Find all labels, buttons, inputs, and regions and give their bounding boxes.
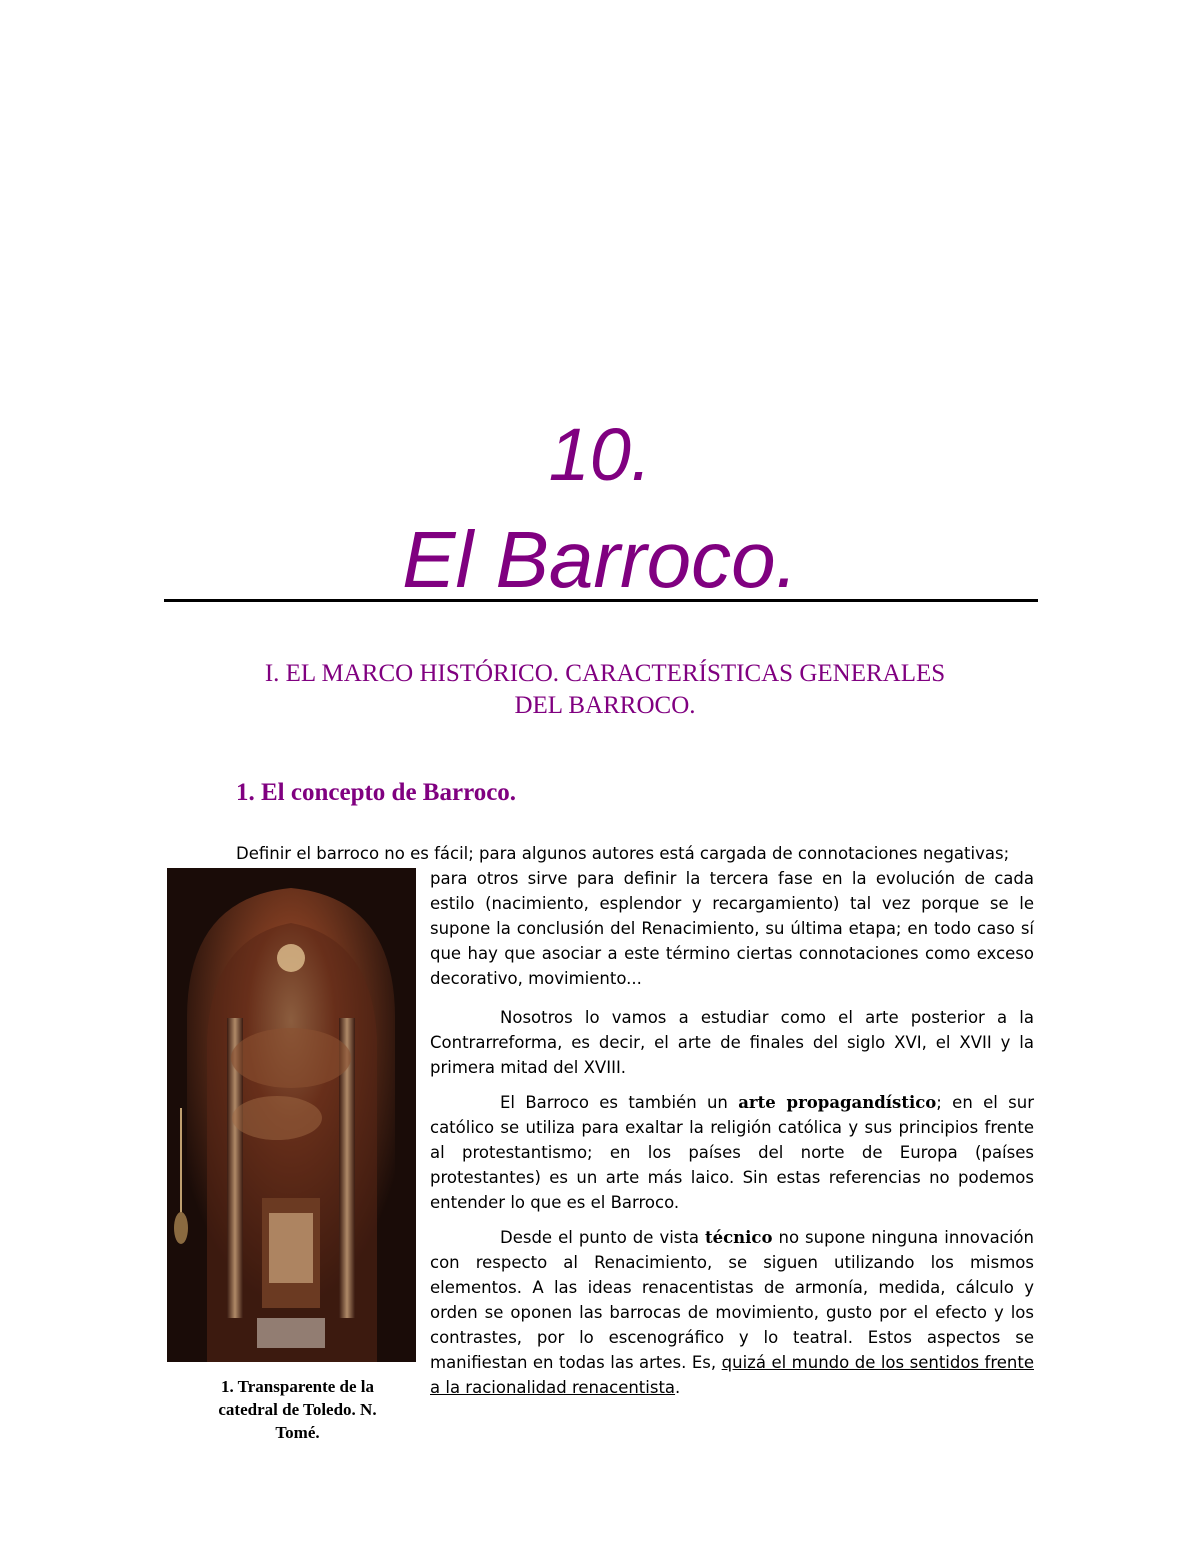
- title-divider: [164, 599, 1038, 602]
- chapter-title: El Barroco.: [402, 515, 798, 604]
- section-heading-line-2: DEL BARROCO.: [514, 692, 696, 719]
- paragraph-1-first-line: Definir el barroco no es fácil; para algunos autores está cargada de connotaciones negativas;: [236, 844, 1010, 863]
- section-heading: [200, 658, 1010, 722]
- chapter-number: 10.: [548, 413, 652, 496]
- subsection-heading: 1. El concepto de Barroco.: [236, 779, 517, 806]
- paragraph-3-end: ; en el sur católico se utiliza para exaltar la religión católica y sus principios frente al protestantismo; en los países del norte de Europa (países protestantes) es un arte más laico. Sin estas referencias no podemos entender lo que es el Barroco.: [430, 1093, 1034, 1212]
- figure-caption-line-1: 1. Transparente de la: [220, 1377, 374, 1396]
- paragraph-4-middle: no supone ninguna innovación con respecto al Renacimiento, se siguen utilizando los mismos elementos. A las ideas renacentistas de armonía, medida, cálculo y orden se oponen las barrocas de movimiento, gusto por el efecto y los contrastes, por lo escenográfico y lo teatral. Estos aspectos se manifiestan en todas las artes. Es,: [430, 1228, 1034, 1372]
- paragraph-4-start: Desde el punto de vista: [500, 1228, 705, 1247]
- section-heading-line-1: I. EL MARCO HISTÓRICO. CARACTERÍSTICAS GENERALES: [264, 660, 946, 687]
- figure-caption: [190, 1375, 405, 1444]
- transparente-altar-photo: [167, 868, 416, 1362]
- paragraph-4: [430, 1225, 1034, 1400]
- paragraph-4-underlined: quizá el mundo de los sentidos frente a la racionalidad renacentista: [430, 1353, 1034, 1397]
- figure-caption-line-3: Tomé.: [275, 1423, 320, 1442]
- paragraph-3-bold-term: arte propagandístico: [738, 1093, 937, 1112]
- figure-caption-line-2: catedral de Toledo. N.: [218, 1400, 377, 1419]
- paragraph-1: para otros sirve para definir la tercera fase en la evolución de cada estilo (nacimiento, esplendor y recargamiento) tal vez porque se le supone la conclusión del Renacimiento, su última etapa; en todo caso sí que hay que asociar a este término ciertas connotaciones como exceso decorativo, movimiento...: [430, 869, 1034, 988]
- paragraph-2: Nosotros lo vamos a estudiar como el arte posterior a la Contrarreforma, es decir, el arte de finales del siglo XVI, el XVII y la primera mitad del XVIII.: [430, 1008, 1034, 1077]
- paragraph-3-start: El Barroco es también un: [500, 1093, 739, 1112]
- body-text: [430, 866, 1034, 1410]
- paragraph-4-end: .: [675, 1378, 681, 1397]
- paragraph-4-bold-term: técnico: [704, 1228, 773, 1247]
- paragraph-3: [430, 1090, 1034, 1215]
